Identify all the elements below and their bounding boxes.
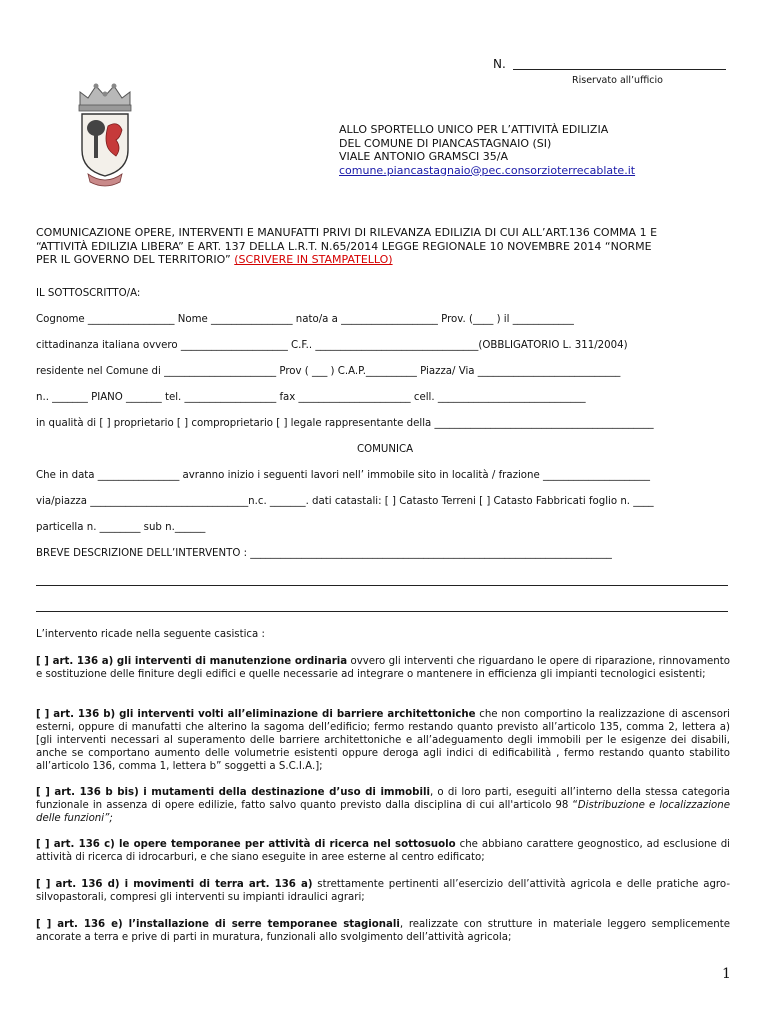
title-line-2: “ATTIVITÀ EDILIZIA LIBERA” E ART. 137 DELLA L.R.T. N.65/2014 LEGGE REGIONALE 10 NOVEMBRE 2014 “NORME (36, 239, 652, 253)
address-line-2: DEL COMUNE DI PIANCASTAGNAIO (SI) (339, 136, 552, 150)
item-136bbis-italic: Distribuzione e localizzazione delle funzioni”; (36, 800, 730, 824)
page-number: 1 (722, 966, 731, 982)
address-line-3: VIALE ANTONIO GRAMSCI 35/A (339, 150, 508, 163)
item-136bbis (36, 786, 730, 825)
title-line-3: PER IL GOVERNO DEL TERRITORIO” (36, 253, 235, 266)
casistica-label: L’intervento ricade nella seguente casistica : (36, 629, 265, 640)
item-136bbis-bold[interactable]: [ ] art. 136 b bis) i mutamenti della destinazione d’uso di immobili (36, 787, 430, 798)
reserved-office-label: Riservato all’ufficio (572, 75, 663, 86)
item-136e (36, 918, 730, 944)
item-136c-bold[interactable]: [ ] art. 136 c) le opere temporanee per attività di ricerca nel sottosuolo (36, 839, 456, 850)
role-row[interactable]: in qualità di [ ] proprietario [ ] comproprietario [ ] legale rappresentante della ___________________________________________ (36, 418, 654, 429)
personal-data-row[interactable]: Cognome _________________ Nome ________________ nato/a a ___________________ Prov. (____ ) il ____________ (36, 314, 574, 325)
description-line-2[interactable] (36, 585, 728, 586)
item-136a (36, 655, 730, 681)
item-136b-bold[interactable]: [ ] art. 136 b) gli interventi volti all’eliminazione di barriere architettoniche (36, 709, 476, 720)
item-136d-bold[interactable]: [ ] art. 136 d) i movimenti di terra art. 136 a) (36, 879, 313, 890)
pec-email-link[interactable]: comune.piancastagnaio@pec.consorzioterrecablate.it (339, 163, 636, 177)
item-136e-bold[interactable]: [ ] art. 136 e) l’installazione di serre temporanee stagionali (36, 919, 400, 930)
protocol-number-field[interactable] (513, 69, 726, 70)
uppercase-note: (SCRIVERE IN STAMPATELLO) (234, 253, 393, 266)
item-136d (36, 878, 730, 904)
description-line-3[interactable] (36, 611, 728, 612)
item-136c-text: che abbiano carattere geognostico, ad esclusione di attività di ricerca di idrocarburi, e che siano eseguite in aree esterne al centro edificato; (36, 839, 730, 863)
item-136c (36, 838, 730, 864)
item-136d-text: strettamente pertinenti all’esercizio dell’attività agricola e delle pratiche agro-silvopastorali, compresi gli interventi su impianti idraulici agrari; (36, 879, 730, 903)
item-136a-text: ovvero gli interventi che riguardano le opere di riparazione, rinnovamento e sostituzione delle finiture degli edifici e quelle necessarie ad integrare o mantenere in efficienza gli impianti tecnologici esistenti; (36, 656, 730, 680)
item-136bbis-text: , o di loro parti, eseguiti all’interno della stessa categoria funzionale in assenza di opere edilizie, fatto salvo quanto previsto dalla disciplina di cui all'articolo 98 “ (36, 787, 730, 811)
address-line-1: ALLO SPORTELLO UNICO PER L’ATTIVITÀ EDILIZIA (339, 123, 609, 136)
coat-of-arms-logo (70, 78, 140, 190)
item-136e-text: , realizzate con strutture in materiale leggero semplicemente ancorate a terra e prive di parti in muratura, funzionali allo svolgimento dell’attività agricola; (36, 919, 730, 943)
description-row[interactable]: BREVE DESCRIZIONE DELL’INTERVENTO : _______________________________________________________________________ (36, 548, 612, 559)
comunica-heading: COMUNICA (356, 444, 414, 455)
item-136b (36, 708, 730, 773)
item-136a-bold[interactable]: [ ] art. 136 a) gli interventi di manutenzione ordinaria (36, 656, 348, 667)
parcel-row[interactable]: particella n. ________ sub n.______ (36, 522, 206, 533)
cadastral-row[interactable]: via/piazza _______________________________n.c. _______. dati catastali: [ ] Catasto Terreni [ ] Catasto Fabbricati foglio n. ____ (36, 496, 654, 507)
contacts-row[interactable]: n.. _______ PIANO _______ tel. __________________ fax ______________________ cell. _____________________________ (36, 392, 586, 403)
residence-row[interactable]: residente nel Comune di ______________________ Prov ( ___ ) C.A.P.__________ Piazza/ Via ____________________________ (36, 366, 621, 377)
sottoscritto-label: IL SOTTOSCRITTO/A: (36, 288, 141, 299)
protocol-number-label: N. (493, 57, 506, 71)
title-line-1: COMUNICAZIONE OPERE, INTERVENTI E MANUFATTI PRIVI DI RILEVANZA EDILIZIA DI CUI ALL’ART.136 COMMA 1 E (36, 226, 658, 239)
item-136b-text: che non comportino la realizzazione di ascensori esterni, oppure di manufatti che alterino la sagoma dell’edificio; fermo restando quanto previsto all’articolo 135, comma 2, lettera a) [gli interventi necessari al superamento delle barriere architettoniche e all’adeguamento degli immobili per le esigenze dei disabili, anche se comportano aumento delle volumetrie esistenti oppure deroga agli indici di edificabilità , fermo restando quanto stabilito all’articolo 136, comma 1, lettera b” soggetti a S.C.I.A.]; (36, 709, 730, 772)
citizenship-cf-row[interactable]: cittadinanza italiana ovvero _____________________ C.F.. ________________________________(OBBLIGATORIO L. 311/2004) (36, 340, 628, 351)
start-date-row[interactable]: Che in data ________________ avranno inizio i seguenti lavori nell’ immobile sito in località / frazione _____________________ (36, 470, 650, 481)
